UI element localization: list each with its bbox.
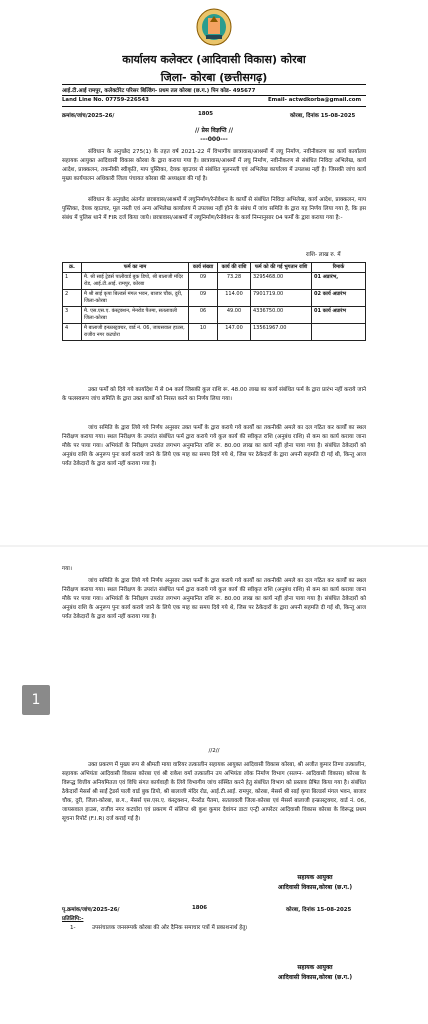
table-cell: 4 <box>63 324 82 341</box>
table-row <box>63 273 366 290</box>
table-cell: 114.00 <box>218 290 251 307</box>
table-cell: 3 <box>63 307 82 324</box>
amount-note: राशि- लाख रु. में <box>306 252 341 258</box>
table-cell: 1 <box>63 273 82 290</box>
press-separator: ---000--- <box>200 136 228 143</box>
endorse-number: पृ.क्रमांक/जांच/2025-26/ <box>62 907 120 913</box>
endorse-date: कोरबा, दिनांक 15-08-2025 <box>286 907 352 913</box>
page-marker: //2// <box>208 748 220 754</box>
table-cell: 10 <box>189 324 218 341</box>
paragraph-1: संविधान के अनुच्छेद 275(1) के तहत वर्ष 2021-22 में विभागीय छात्रावास/आश्रमों में लघु निर्माण, नवीनीकरण का कार्य कार्यालय सहायक आयुक्त आदिवासी विकास कोरबा के द्वारा कराया गया है। छात्रावास/आश्रमों में लघु निर्माण, नवीनीकरण से संबंधित निविदा अभिलेख, कार्य आदेश, प्राक्कलन, तकनीकी स्वीकृति, माप पुस्तिका, देयक व्हाउचर से संबंधित मूलनस्ती एवं अभिलेख कार्यालय में उपलब्ध नहीं है। जिसकी जांच कार्य मुख्य कार्यपालन अधिकारी जिला पंचायत कोरबा की अध्यक्षता की गई है। <box>62 149 366 182</box>
table-cell: 7901719.00 <box>251 290 312 307</box>
paragraph-6: उक्त प्रकरण में मुख्य रूप से श्रीमती माया वारियर तत्कालीन सहायक आयुक्त आदिवासी विकास कोरबा, श्री अजीत कुमार तिग्गा तत्कालीन, सहायक अभियंता आदिवासी विकास कोरबा एवं श्री राकेश वर्मा तत्कालीन उप अभियंता लोक निर्माण विभाग (सलग्न- आदिवासी विकास) कोरबा के विरूद्ध वित्तीय अनियमितता एवं विधि संगत कार्यवाही के लिये विभागीय जांच संस्थित करने हेतु संबंधित विभाग को प्रस्ताव प्रेषित किया गया है। संबंधित ठेकेदारों मेसर्स श्री साईं ट्रेडर्स पाली वार्ड बुक डिपो, श्री बालाजी मंदिर रोड, आई.टी.आई. रामपुर, कोरबा, मेसर्स श्री साई कृपा बिल्डर्स मंगल भवन, बाजार चौक, दुरी, जिला-कोरबा, छ.ग., मेसर्स एस.एस.ए. कंस्ट्रक्शन, मेनरोड पैतमा, सतलावली जिला-कोरबा एवं मेसर्स बालाजी इन्फ्रास्ट्रक्चर, वार्ड नं. 06, जायसवाल हाउस, राजीव नगर कटघोरा एवं प्रकरण में संलिप्त श्री कुश कुमार देवांगन डाटा एन्ट्री आपरेटर आदिवासी विकास कोरबा के विरूद्ध प्रथम सूचना रिपोर्ट (F.I.R) दर्ज कराई गई है। <box>62 762 366 822</box>
document-page-3 <box>0 747 428 1024</box>
ref-date: कोरबा, दिनांक 15-08-2025 <box>290 113 356 119</box>
signature-title-2: सहायक आयुक्त <box>297 964 333 971</box>
table-cell: 3295468.00 <box>251 273 312 290</box>
office-address: आई.टी.आई रामपुर, कलेक्टोरेट परिसर बिल्डिंग- प्रथम तल कोरबा (छ.ग.) पिन कोड- 495677 <box>62 88 256 94</box>
continued-text: गया। <box>62 566 72 572</box>
district-title: जिला- कोरबा (छत्तीसगढ़) <box>160 71 268 84</box>
table-row <box>63 324 366 341</box>
header-rule-mid <box>62 95 366 96</box>
table-header-cell: क्र. <box>63 263 82 273</box>
table-header-cell: फर्म को की गई भुगतान राशि <box>251 263 312 273</box>
office-title: कार्यालय कलेक्टर (आदिवासी विकास) कोरबा <box>122 53 306 66</box>
paragraph-2: संविधान के अनुच्छेद अंतर्गत छात्रावास/आश्रमों में लघुनिर्माण/रेनोवेशन के कार्यों से संबंधित निविदा अभिलेख, कार्य आदेश, प्राक्कलन, माप पुस्तिका, देयक व्हाउचर, मूल नस्ती एवं अन्य अभिलेख कार्यालय में उपलब्ध नहीं होने के संबंध में जांच समिति के द्वारा यह निर्णय लिया गया है, कि इस संबंध में पुलिस थाने में FIR दर्ज किया जाये। छात्रावास/आश्रमों में लघुनिर्माण/रेनोवेशन के कार्य निम्नानुसार 04 फर्मों के द्वारा कराया गया है:- <box>62 197 366 221</box>
header-rule-bottom <box>62 106 366 107</box>
table-cell: 02 कार्य अप्रारंभ <box>312 290 366 307</box>
signature-office: आदिवासी विकास,कोरबा (छ.ग.) <box>277 884 353 891</box>
endorse-count: 1806 <box>192 905 208 911</box>
email: Email- actwdkorba@gmail.com <box>268 97 362 103</box>
table-cell: 09 <box>189 290 218 307</box>
table-cell: मै बालाजी इन्फ्रास्ट्रक्चर, वार्ड नं. 06, जायसवाल हाउस, राजीव नगर कटघोरा <box>82 324 189 341</box>
signature-office-2: आदिवासी विकास,कोरबा (छ.ग.) <box>277 974 353 981</box>
page-number-badge[interactable]: 1 <box>22 685 50 715</box>
paragraph-5: जांच समिति के द्वारा लिये गये निर्णय अनुसार उक्त फर्मों के द्वारा कराये गये कार्यों का तकनीकी अमले का दल गठित कर कार्यों का स्थल निरीक्षण कराया गया। स्थल निरीक्षण के उपरांत संबंधित फर्म द्वारा कराये गये कुल कार्य की स्वीकृत राशि (अनुबंध राशि) से कम का कार्य कराया जाना मौके पर पाया गया। अभियंतों के निरीक्षण उपरांत लगभग अनुमानित राशि रू. 80.00 लाख का कार्य नहीं होना पाया गया है। संबंधित ठेकेदारों को अनुबंध राशि के अनुरूप पुनः कार्य कराये जाने के लिये एक माह का समय दिये गये थे, जिस पर ठेकेदारों के द्वारा अपनी सहमति दी गई थी, किन्तु आज पर्यंत ठेकेदारों के द्वारा कार्य नहीं कराया गया है। <box>62 578 366 620</box>
works-table <box>62 262 366 341</box>
table-cell: मै श्री साई कृपा बिल्डर्स मंगल भवन, बाजार चौक, दुरी, जिला-कोरबा <box>82 290 189 307</box>
paragraph-4: जांच समिति के द्वारा लिये गये निर्णय अनुसार उक्त फर्मों के द्वारा कराये गये कार्यों का तकनीकी अमले का दल गठित कर कार्यों का स्थल निरीक्षण कराया गया। स्थल निरीक्षण के उपरांत संबंधित फर्म द्वारा कराये गये कुल कार्य की स्वीकृत राशि (अनुबंध राशि) से कम का कार्य कराया जाना मौके पर पाया गया। अभियंतों के निरीक्षण उपरांत लगभग अनुमानित राशि रू. 80.00 लाख का कार्य नहीं होना पाया गया है। संबंधित ठेकेदारों को अनुबंध राशि के अनुरूप पुनः कार्य कराये जाने के लिये एक माह का समय दिये गये थे, जिस पर ठेकेदारों के द्वारा अपनी सहमति दी गई थी, किन्तु आज पर्यंत ठेकेदारों के द्वारा कार्य नहीं कराया गया है। <box>62 425 366 467</box>
copy-item-number: 1- <box>70 925 76 931</box>
table-cell <box>312 324 366 341</box>
table-cell: 4336750.00 <box>251 307 312 324</box>
document-page-2 <box>0 547 428 747</box>
table-row <box>63 290 366 307</box>
state-emblem-icon <box>196 8 232 46</box>
copy-item-text: उपसंचालक जनसम्पर्क कोरबा की ओर दैनिक समाचार पत्रों में प्रकाशनार्थ हेतु। <box>92 925 248 931</box>
table-header-cell: कार्य की राशि <box>218 263 251 273</box>
table-cell: 2 <box>63 290 82 307</box>
table-row <box>63 307 366 324</box>
table-cell: 49.00 <box>218 307 251 324</box>
landline: Land Line No. 07759-226543 <box>62 97 149 103</box>
ref-number: क्रमांक/जांच/2025-26/ <box>62 113 115 119</box>
table-header-cell: फर्म का नाम <box>82 263 189 273</box>
table-cell: 01 अप्रारंभ, <box>312 273 366 290</box>
table-cell: मै. श्री साई ट्रेडर्स पालीवार्ड बुक डिपो, श्री बालाजी मंदिर रोड, आई.टी.आई. रामपुर, कोरबा <box>82 273 189 290</box>
table-cell: 13561967.00 <box>251 324 312 341</box>
table-header-cell: रिमार्क <box>312 263 366 273</box>
table-cell: 147.00 <box>218 324 251 341</box>
table-cell: 01 कार्य अप्रारंभ <box>312 307 366 324</box>
header-rule-top <box>62 84 366 85</box>
table-cell: 09 <box>189 273 218 290</box>
table-header-row <box>63 263 366 273</box>
press-title: // प्रेस विज्ञप्ति // <box>194 127 234 134</box>
table-header-cell: कार्य संख्या <box>189 263 218 273</box>
paragraph-3: उक्त फर्मों को दिये गये कार्यादेश में से 04 कार्य जिसकी कुल राशि रू. 48.00 लाख का कार्य संबंधित फर्म के द्वारा प्रारंभ नहीं कराये जाने के फलस्वरूप जांच समिति के द्वारा उक्त कार्यों को निरस्त करने का निर्णय लिया गया। <box>62 387 366 402</box>
copy-label: प्रतिलिपि:- <box>62 916 84 922</box>
ref-count: 1805 <box>198 111 214 117</box>
table-cell: 73.28 <box>218 273 251 290</box>
signature-title: सहायक आयुक्त <box>297 874 333 881</box>
table-cell: मै. एस.एस.ए. कंस्ट्रक्शन, मेनरोड पैतमा, सतलावली जिला-कोरबा <box>82 307 189 324</box>
table-cell: 06 <box>189 307 218 324</box>
